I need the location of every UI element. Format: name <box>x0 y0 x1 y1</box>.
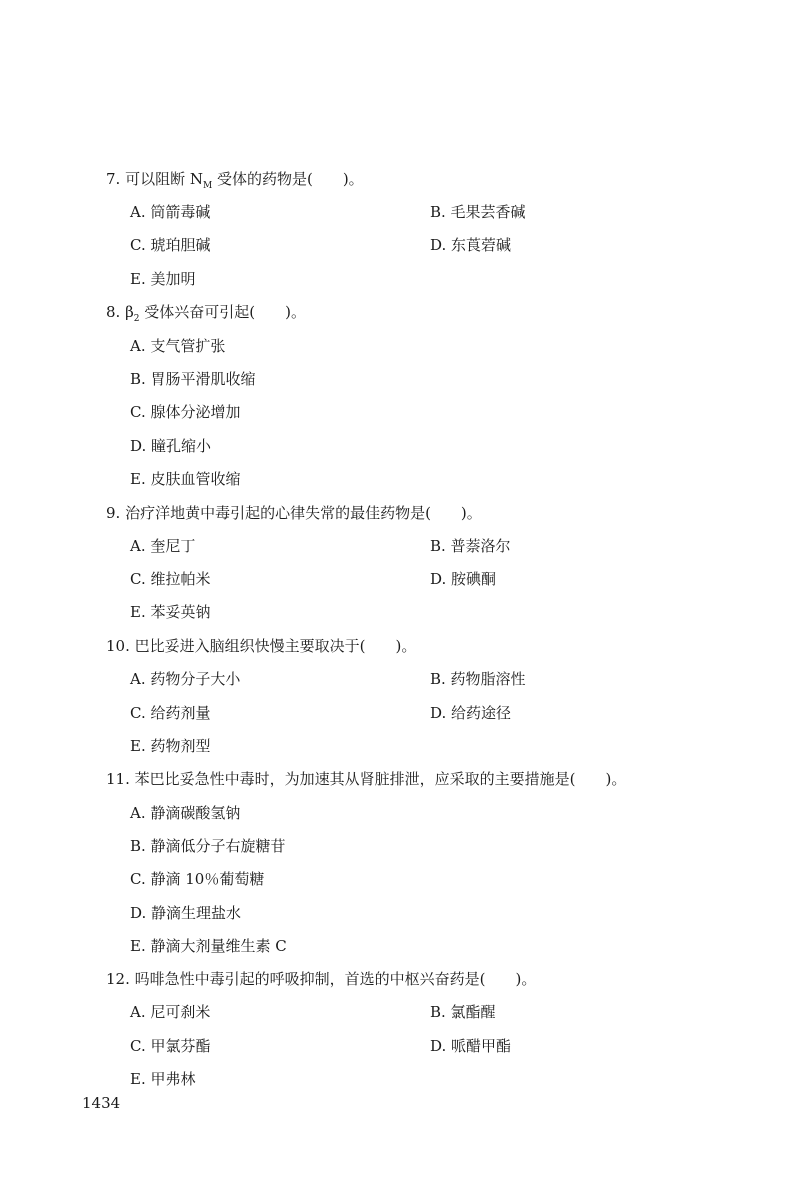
question-12-option-a: A. 尼可刹米 <box>130 1003 211 1021</box>
question-9-option-c: C. 维拉帕米 <box>130 570 211 588</box>
question-9-option-d: D. 胺碘酮 <box>430 570 497 588</box>
question-11-option-d: D. 静滴生理盐水 <box>130 904 242 922</box>
question-7-option-d: D. 东莨菪碱 <box>430 236 512 254</box>
question-10-option-c: C. 给药剂量 <box>130 704 211 722</box>
question-10-option-b: B. 药物脂溶性 <box>430 670 526 688</box>
question-12-option-e: E. 甲弗林 <box>130 1070 196 1088</box>
question-11-option-e: E. 静滴大剂量维生素 C <box>130 937 287 955</box>
question-10-option-d: D. 给药途径 <box>430 704 512 722</box>
question-8-stem: 8. $\beta_2$ 受体兴奋可引起( )。 <box>106 303 306 324</box>
question-9-option-a: A. 奎尼丁 <box>130 537 196 555</box>
question-8-option-a: A. 支气管扩张 <box>130 337 226 355</box>
question-8-option-e: E. 皮肤血管收缩 <box>130 470 241 488</box>
question-11-option-a: A. 静滴碳酸氢钠 <box>130 804 241 822</box>
question-12-stem: 12. 吗啡急性中毒引起的呼吸抑制，首选的中枢兴奋药是( )。 <box>106 970 537 988</box>
question-9-option-e: E. 苯妥英钠 <box>130 603 211 621</box>
page-number: 1434 <box>82 1094 121 1112</box>
question-12-option-b: B. 氯酯醒 <box>430 1003 496 1021</box>
question-10-stem: 10. 巴比妥进入脑组织快慢主要取决于( )。 <box>106 637 417 655</box>
question-10-option-e: E. 药物剂型 <box>130 737 211 755</box>
question-8-option-d: D. 瞳孔缩小 <box>130 437 212 455</box>
question-11-stem: 11. 苯巴比妥急性中毒时，为加速其从肾脏排泄，应采取的主要措施是( )。 <box>106 770 627 788</box>
question-11-option-c: C. 静滴 10％葡萄糖 <box>130 870 265 888</box>
question-11-option-b: B. 静滴低分子右旋糖苷 <box>130 837 286 855</box>
question-7-option-e: E. 美加明 <box>130 270 196 288</box>
question-7-option-a: A. 筒箭毒碱 <box>130 203 211 221</box>
question-8-option-c: C. 腺体分泌增加 <box>130 403 241 421</box>
question-7-option-c: C. 琥珀胆碱 <box>130 236 211 254</box>
question-12-option-d: D. 哌醋甲酯 <box>430 1037 512 1055</box>
question-9-option-b: B. 普萘洛尔 <box>430 537 511 555</box>
question-10-option-a: A. 药物分子大小 <box>130 670 241 688</box>
question-12-option-c: C. 甲氯芬酯 <box>130 1037 211 1055</box>
question-9-stem: 9. 治疗洋地黄中毒引起的心律失常的最佳药物是( )。 <box>106 504 482 522</box>
question-8-option-b: B. 胃肠平滑肌收缩 <box>130 370 256 388</box>
question-7-option-b: B. 毛果芸香碱 <box>430 203 526 221</box>
question-7-stem: 7. 可以阻断 $N_M$ 受体的药物是( )。 <box>106 170 364 191</box>
